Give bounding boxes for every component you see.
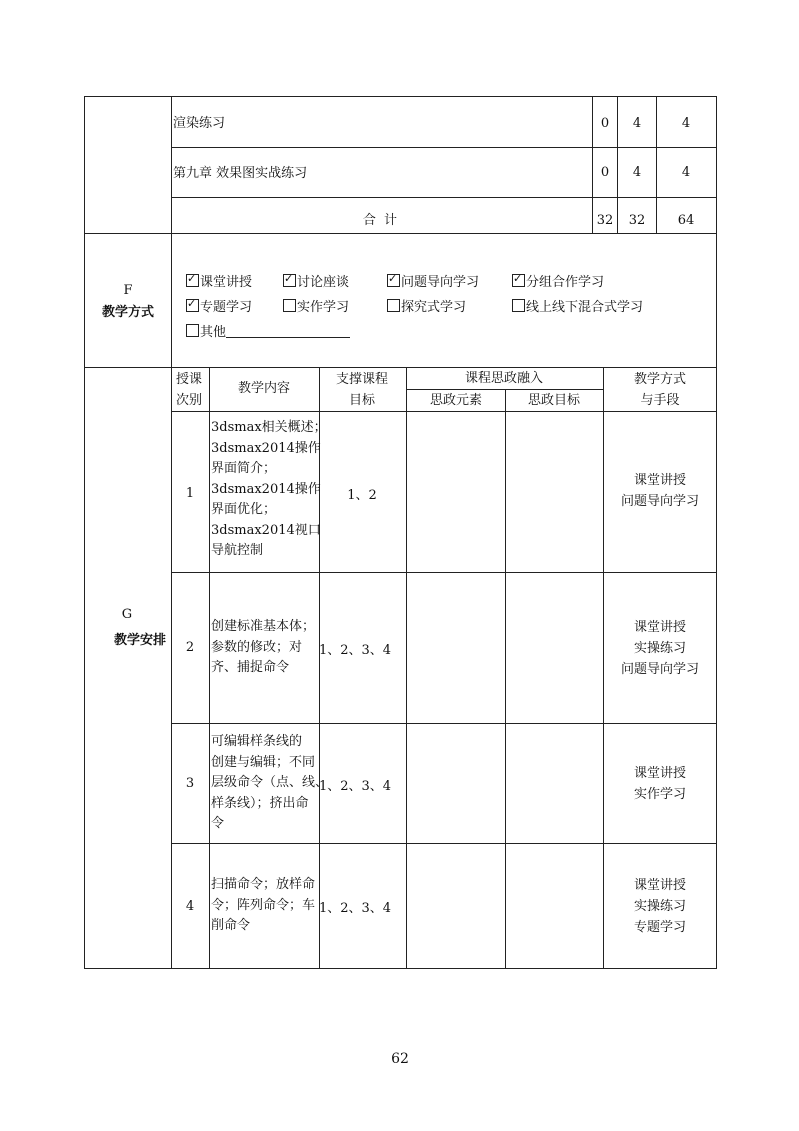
total-label: 合 计 [362, 213, 400, 228]
option-other[interactable] [186, 324, 350, 341]
option-label: 其他 [200, 325, 227, 340]
session-content: 创建标准基本体； 参数的修改；对 齐、捕捉命令 [211, 619, 316, 675]
header-ideo-goal: 思政目标 [527, 393, 581, 408]
header-content: 教学内容 [237, 381, 291, 396]
section-title: 教学安排 [113, 633, 167, 648]
session-content: 可编辑样条线的 创建与编辑；不同 层级命令（点、线、 样条线）；挤出命 令 [211, 734, 329, 831]
row-content: 渲染练习 [173, 116, 226, 131]
option-problem-based[interactable] [387, 274, 479, 291]
session-goal: 1、2 [347, 488, 377, 503]
option-label: 实作学习 [297, 300, 350, 315]
other-underline-field[interactable] [226, 325, 350, 338]
session-goal: 1、2、3、4 [318, 643, 392, 658]
checkbox-empty-icon[interactable] [387, 299, 400, 312]
session-content: 3dsmax相关概述； 3dsmax2014操作 界面简介； 3dsmax2014操作 界面优化； 3dsmax2014视口 导航控制 [211, 420, 327, 558]
option-practice[interactable] [283, 299, 349, 316]
row-value-1: 0 [600, 116, 610, 131]
session-method: 课堂讲授 实操练习 问题导向学习 [620, 620, 700, 677]
session-content: 扫描命令；放样命 令；阵列命令；车 削命令 [211, 877, 316, 933]
session-goal: 1、2、3、4 [318, 779, 392, 794]
row-value-3: 4 [681, 165, 691, 180]
option-label: 探究式学习 [401, 300, 467, 315]
option-label: 专题学习 [200, 300, 253, 315]
section-letter: G [121, 607, 133, 622]
header-goal: 支撑课程 目标 [335, 372, 389, 408]
session-goal: 1、2、3、4 [318, 901, 392, 916]
option-label: 分组合作学习 [526, 275, 605, 290]
header-ideology: 课程思政融入 [464, 371, 544, 386]
page-number: 62 [391, 1051, 409, 1067]
option-lecture[interactable] [186, 274, 252, 291]
row-value-1: 0 [600, 165, 610, 180]
option-inquiry[interactable] [387, 299, 466, 316]
option-topic-study[interactable] [186, 299, 252, 316]
checkbox-empty-icon[interactable] [186, 324, 199, 337]
session-number: 4 [185, 899, 195, 914]
header-method: 教学方式 与手段 [633, 372, 687, 408]
row-content: 第九章 效果图实战练习 [173, 166, 308, 181]
total-value-1: 32 [596, 213, 614, 228]
session-number: 2 [185, 640, 195, 655]
checkbox-checked-icon[interactable] [512, 274, 525, 287]
total-value-3: 64 [677, 213, 695, 228]
section-title: 教学方式 [101, 305, 155, 320]
session-method: 课堂讲授 实作学习 [633, 766, 687, 802]
header-session: 授课 次别 [176, 372, 203, 408]
checkbox-checked-icon[interactable] [387, 274, 400, 287]
checkbox-checked-icon[interactable] [186, 299, 199, 312]
total-value-2: 32 [628, 213, 646, 228]
option-label: 线上线下混合式学习 [526, 300, 644, 315]
row-value-2: 4 [632, 116, 642, 131]
checkbox-empty-icon[interactable] [283, 299, 296, 312]
session-method: 课堂讲授 实操练习 专题学习 [633, 878, 687, 935]
checkbox-checked-icon[interactable] [186, 274, 199, 287]
option-blended[interactable] [512, 299, 643, 316]
session-number: 1 [185, 486, 195, 501]
session-number: 3 [185, 776, 195, 791]
header-ideo-element: 思政元素 [429, 393, 483, 408]
option-label: 问题导向学习 [401, 275, 480, 290]
checkbox-checked-icon[interactable] [283, 274, 296, 287]
row-value-2: 4 [632, 165, 642, 180]
session-method: 课堂讲授 问题导向学习 [620, 473, 700, 509]
option-discussion[interactable] [283, 274, 349, 291]
option-group-work[interactable] [512, 274, 604, 291]
row-value-3: 4 [681, 116, 691, 131]
section-letter: F [123, 283, 133, 298]
checkbox-empty-icon[interactable] [512, 299, 525, 312]
option-label: 课堂讲授 [200, 275, 253, 290]
option-label: 讨论座谈 [297, 275, 350, 290]
